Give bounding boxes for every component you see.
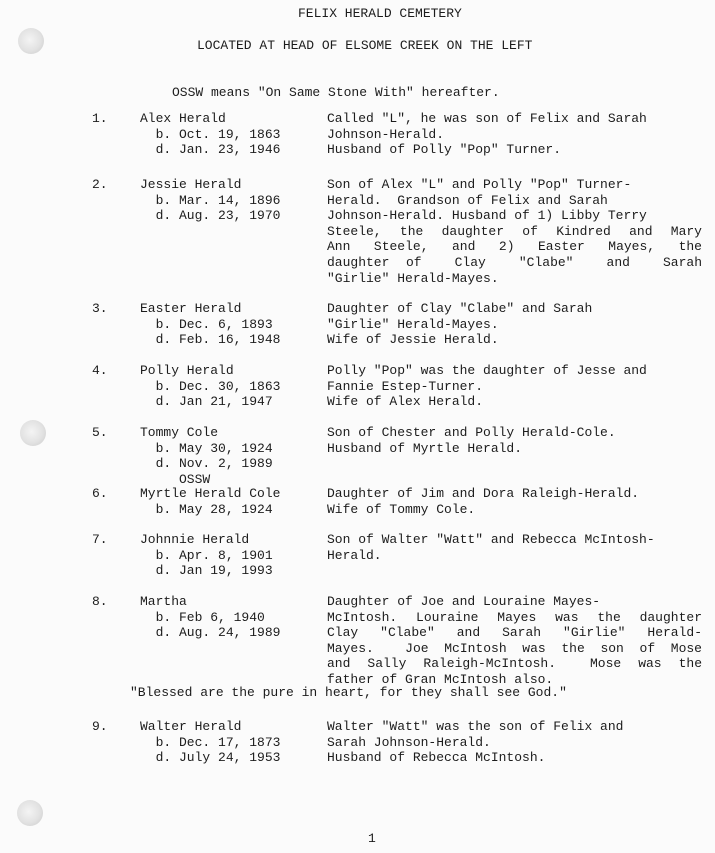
description-line: Herald. (327, 547, 382, 563)
description-line: Steele, the daughter of Kindred and Mary (327, 223, 702, 239)
person-name: Johnnie Herald (140, 532, 250, 547)
life-date: d. Jan 19, 1993 (140, 563, 273, 579)
entry-description (327, 177, 702, 286)
description-line: father of Gran McIntosh also. (327, 671, 554, 687)
person-name: Tommy Cole (140, 425, 219, 440)
entry-number: 2. (92, 177, 108, 192)
person-name: Jessie Herald (140, 177, 242, 192)
description-line: Fannie Estep-Turner. (327, 378, 484, 394)
description-line: Daughter of Clay "Clabe" and Sarah (327, 301, 593, 316)
entry-description (327, 363, 702, 410)
person-name: Alex Herald (140, 111, 226, 126)
life-date: b. May 30, 1924 (140, 440, 273, 456)
description-line: Husband of Rebecca McIntosh. (327, 750, 546, 766)
entry-description (327, 486, 702, 517)
description-line: Walter "Watt" was the son of Felix and (327, 719, 624, 734)
person-name: Easter Herald (140, 301, 242, 316)
description-line: Johnson-Herald. (327, 126, 445, 142)
life-date: d. Jan. 23, 1946 (140, 142, 281, 158)
person-name: Martha (140, 594, 187, 609)
entry-number: 9. (92, 719, 108, 734)
life-date: d. Aug. 23, 1970 (140, 208, 281, 224)
life-date: d. Nov. 2, 1989 (140, 456, 273, 472)
entry-name-dates (140, 719, 280, 766)
punch-hole-middle (20, 420, 46, 446)
description-line: Mayes. Joe McIntosh was the son of Mose (327, 640, 702, 656)
entry-name-dates (140, 177, 280, 224)
description-line: Johnson-Herald. Husband of 1) Libby Terry (327, 208, 647, 224)
description-line: "Girlie" Herald-Mayes. (327, 270, 499, 286)
entry-name-dates (140, 486, 280, 517)
entry-name-dates (140, 594, 280, 641)
life-date: b. Dec. 6, 1893 (140, 316, 273, 332)
entry-description (327, 111, 702, 158)
entry-number: 3. (92, 301, 108, 316)
life-date: b. Dec. 17, 1873 (140, 734, 281, 750)
person-name: Walter Herald (140, 719, 242, 734)
entry-description (327, 425, 702, 456)
entry-name-dates (140, 532, 273, 579)
description-line: Daughter of Jim and Dora Raleigh-Herald. (327, 486, 640, 501)
entry-number: 7. (92, 532, 108, 547)
entry-description (327, 719, 702, 766)
description-line: Ann Steele, and 2) Easter Mayes, the (327, 239, 702, 255)
description-line: Polly "Pop" was the daughter of Jesse and (327, 363, 647, 378)
entry-number: 4. (92, 363, 108, 378)
person-name: Polly Herald (140, 363, 234, 378)
description-line: daughter of Clay "Clabe" and Sarah (327, 254, 702, 270)
description-line: Son of Chester and Polly Herald-Cole. (327, 425, 616, 440)
entry-name-dates (140, 111, 280, 158)
document-title: FELIX HERALD CEMETERY (298, 6, 462, 21)
life-date: d. Aug. 24, 1989 (140, 625, 281, 641)
description-line: Wife of Jessie Herald. (327, 332, 499, 348)
description-line: Herald. Grandson of Felix and Sarah (327, 192, 608, 208)
ossw-note: OSSW means "On Same Stone With" hereafter. (172, 85, 500, 100)
description-line: Wife of Tommy Cole. (327, 501, 476, 517)
entry-number: 1. (92, 111, 108, 126)
description-line: Clay "Clabe" and Sarah "Girlie" Herald- (327, 625, 702, 641)
entry-description (327, 301, 702, 348)
entry-number: 5. (92, 425, 108, 440)
entry-description (327, 532, 702, 563)
life-date: d. July 24, 1953 (140, 750, 281, 766)
description-line: Daughter of Joe and Louraine Mayes- (327, 594, 601, 609)
entry-name-dates (140, 301, 280, 348)
description-line: Husband of Polly "Pop" Turner. (327, 142, 562, 158)
page-number: 1 (368, 831, 376, 846)
description-line: "Girlie" Herald-Mayes. (327, 316, 499, 332)
life-date: b. May 28, 1924 (140, 501, 273, 517)
life-date: d. Feb. 16, 1948 (140, 332, 281, 348)
entry-name-dates (140, 363, 280, 410)
description-line: and Sally Raleigh-McIntosh. Mose was the (327, 656, 702, 672)
description-line: Called "L", he was son of Felix and Sarah (327, 111, 647, 126)
life-date: b. Oct. 19, 1863 (140, 126, 281, 142)
scripture-quote: "Blessed are the pure in heart, for they shall see God." (130, 685, 567, 700)
document-subtitle: LOCATED AT HEAD OF ELSOME CREEK ON THE LEFT (197, 38, 533, 53)
punch-hole-bottom (17, 800, 43, 826)
life-date: b. Apr. 8, 1901 (140, 547, 273, 563)
life-date: b. Feb 6, 1940 (140, 609, 265, 625)
entry-name-dates (140, 425, 273, 487)
person-name: Myrtle Herald Cole (140, 486, 281, 501)
life-date: b. Dec. 30, 1863 (140, 378, 281, 394)
description-line: Son of Alex "L" and Polly "Pop" Turner- (327, 177, 632, 192)
entry-number: 8. (92, 594, 108, 609)
entry-description (327, 594, 702, 688)
description-line: Son of Walter "Watt" and Rebecca McIntosh- (327, 532, 655, 547)
description-line: Sarah Johnson-Herald. (327, 734, 491, 750)
life-date: b. Mar. 14, 1896 (140, 192, 281, 208)
life-date: OSSW (140, 471, 211, 487)
punch-hole-top (18, 28, 44, 54)
description-line: Wife of Alex Herald. (327, 394, 484, 410)
entry-number: 6. (92, 486, 108, 501)
life-date: d. Jan 21, 1947 (140, 394, 273, 410)
description-line: Husband of Myrtle Herald. (327, 440, 523, 456)
description-line: McIntosh. Louraine Mayes was the daughter (327, 609, 702, 625)
